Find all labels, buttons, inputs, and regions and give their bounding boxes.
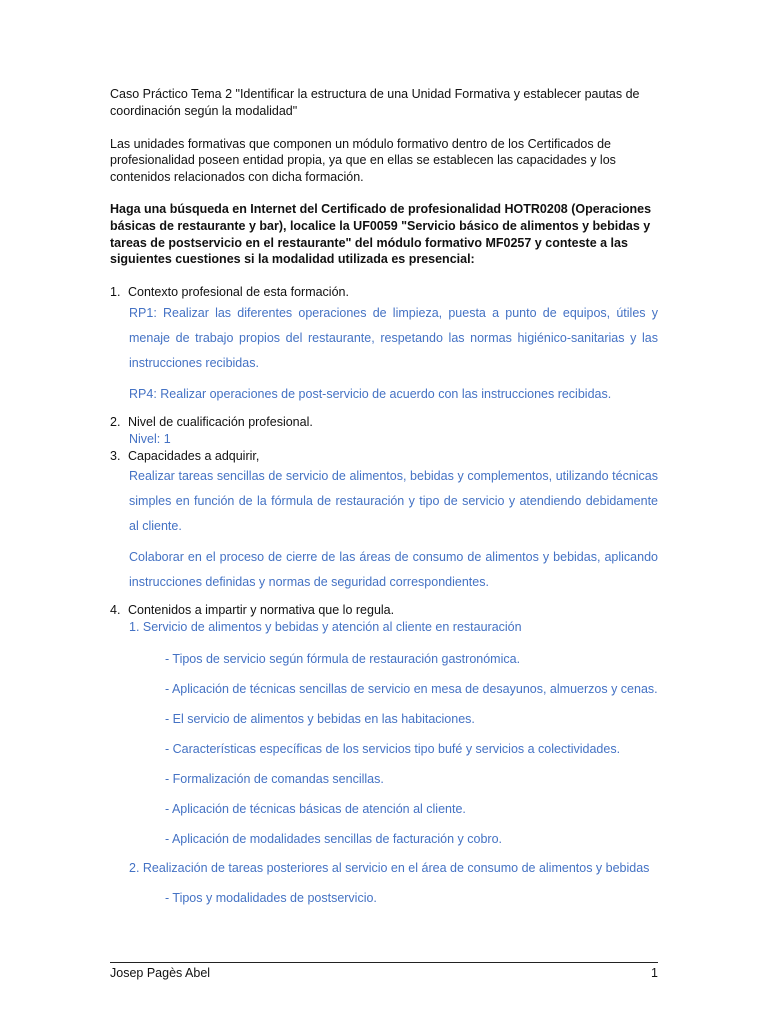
footer-author: Josep Pagès Abel: [110, 966, 211, 980]
answer-2: Nivel: 1: [129, 431, 171, 446]
question-label: Contexto profesional de esta formación.: [128, 285, 349, 300]
question-number: 2.: [110, 414, 121, 429]
answer-paragraph: RP1: Realizar las diferentes operaciones de limpieza, puesta a punto de equipos, útiles y menaje de trabajo propios del restaurante, respetando las normas higiénico-sanitarias y las instrucciones recibidas.: [129, 305, 658, 370]
content-item: - Aplicación de técnicas sencillas de servicio en mesa de desayunos, almuerzos y cenas.: [165, 681, 658, 696]
content-section-heading: 1. Servicio de alimentos y bebidas y atención al cliente en restauración: [129, 620, 522, 635]
answer-4: [110, 619, 658, 905]
question-3: [110, 448, 658, 465]
intro-paragraph: Las unidades formativas que componen un módulo formativo dentro de los Certificados de profesionalidad poseen entidad propia, ya que en ellas se establecen las capacidades y los contenidos relacionados con dicha formación.: [110, 136, 616, 185]
content-item: - Características específicas de los servicios tipo bufé y servicios a colectividades.: [165, 741, 621, 756]
page-footer: [110, 962, 658, 981]
instructions-paragraph: Haga una búsqueda en Internet del Certificado de profesionalidad HOTR0208 (Operaciones básicas de restaurante y bar), localice la UF0059 "Servicio básico de alimentos y bebidas y tareas de postservicio en el restaurante" del módulo formativo MF0257 y conteste a las siguientes cuestiones si la modalidad utilizada es presencial:: [110, 201, 652, 267]
content-section-heading: 2. Realización de tareas posteriores al servicio en el área de consumo de alimentos y bebidas: [129, 860, 650, 875]
content-item: - Aplicación de modalidades sencillas de facturación y cobro.: [165, 831, 502, 846]
answer-paragraph: Colaborar en el proceso de cierre de las áreas de consumo de alimentos y bebidas, aplicando instrucciones definidas y normas de seguridad correspondientes.: [129, 550, 658, 590]
question-label: Nivel de cualificación profesional.: [128, 414, 313, 429]
document-body: [110, 86, 658, 905]
answer-paragraph: Realizar tareas sencillas de servicio de alimentos, bebidas y complementos, utilizando técnicas simples en función de la fórmula de restauración y tipo de servicio y atendiendo debidamente al cliente.: [129, 469, 658, 534]
content-item: - Tipos y modalidades de postservicio.: [165, 890, 377, 905]
content-item: - Formalización de comandas sencillas.: [165, 771, 384, 786]
question-number: 4.: [110, 603, 121, 618]
question-label: Contenidos a impartir y normativa que lo regula.: [128, 603, 395, 618]
page-number: 1: [651, 966, 658, 980]
content-item: - El servicio de alimentos y bebidas en las habitaciones.: [165, 711, 475, 726]
question-1: [110, 284, 658, 301]
answer-paragraph: RP4: Realizar operaciones de post-servicio de acuerdo con las instrucciones recibidas.: [129, 386, 612, 401]
question-label: Capacidades a adquirir,: [128, 448, 260, 463]
document-title: Caso Práctico Tema 2 "Identificar la estructura de una Unidad Formativa y establecer pautas de coordinación según la modalidad": [110, 87, 640, 118]
question-4: [110, 602, 658, 619]
answer-1: [110, 301, 658, 407]
answer-3: [110, 464, 658, 595]
content-item: - Aplicación de técnicas básicas de atención al cliente.: [165, 801, 466, 816]
question-number: 3.: [110, 448, 121, 463]
question-2: [110, 414, 658, 431]
question-number: 1.: [110, 285, 121, 300]
content-item: - Tipos de servicio según fórmula de restauración gastronómica.: [165, 651, 521, 666]
